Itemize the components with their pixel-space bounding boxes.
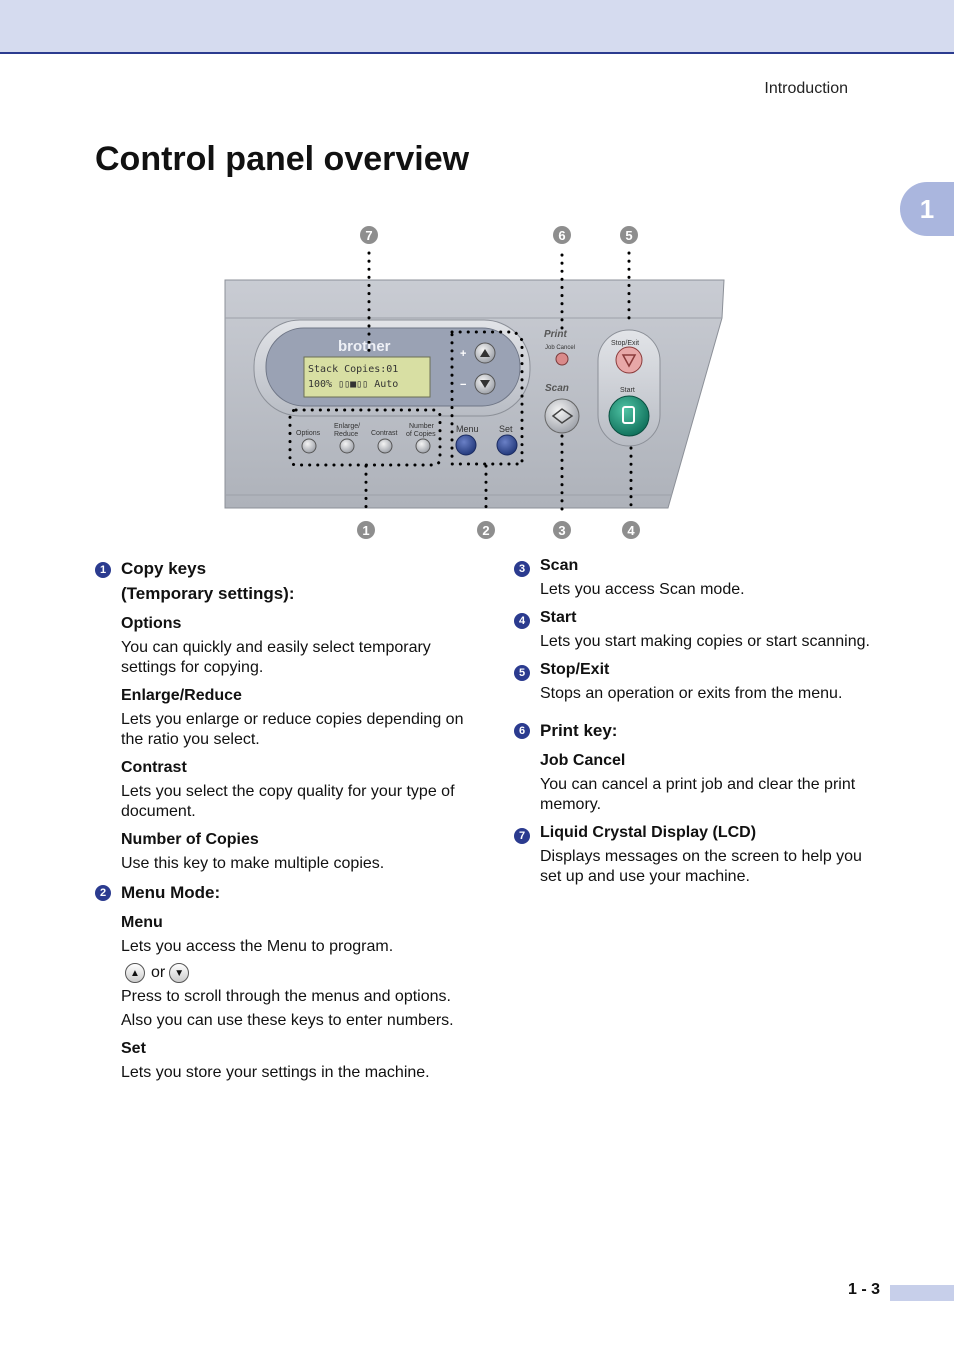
- svg-text:Print: Print: [544, 329, 567, 340]
- stop-section: [514, 660, 884, 704]
- contrast-button: [378, 439, 392, 453]
- or-text: or: [151, 964, 166, 981]
- svg-text:Number: Number: [409, 423, 434, 430]
- footer-bar: [890, 1285, 954, 1301]
- svg-text:Set: Set: [499, 424, 513, 434]
- job-cancel-heading: Job Cancel: [540, 752, 626, 769]
- svg-text:Contrast: Contrast: [371, 430, 398, 437]
- number-of-copies-button: [416, 439, 430, 453]
- numbers-text: Also you can use these keys to enter numbers.: [121, 1012, 454, 1029]
- svg-text:2: 2: [482, 523, 490, 538]
- brand-logo: brother: [338, 338, 391, 355]
- svg-text:Enlarge/: Enlarge/: [334, 423, 361, 430]
- svg-text:of Copies: of Copies: [406, 431, 436, 438]
- bullet-6: 6: [514, 723, 530, 739]
- bullet-5: 5: [514, 665, 530, 681]
- copy-keys-subtitle: (Temporary settings):: [121, 584, 295, 603]
- svg-text:+: +: [460, 348, 467, 360]
- options-text: You can quickly and easily select temporary settings for copying.: [121, 639, 431, 676]
- copy-keys-section: [95, 556, 465, 874]
- scroll-text: Press to scroll through the menus and options.: [121, 988, 451, 1005]
- svg-text:7: 7: [365, 228, 373, 243]
- scan-button: [545, 399, 579, 433]
- svg-text:6: 6: [558, 228, 566, 243]
- svg-text:Stop/Exit: Stop/Exit: [611, 340, 640, 347]
- start-text: Lets you start making copies or start scanning.: [540, 633, 870, 650]
- svg-text:100% ▯▯■▯▯ Auto: 100% ▯▯■▯▯ Auto: [308, 379, 399, 390]
- svg-text:Stack Copies:01: Stack Copies:01: [308, 364, 399, 375]
- menu-text: Lets you access the Menu to program.: [121, 938, 394, 955]
- section-label: Introduction: [764, 80, 848, 97]
- lcd-heading: Liquid Crystal Display (LCD): [540, 824, 757, 841]
- page-number: 1 - 3: [848, 1281, 881, 1298]
- copies-heading: Number of Copies: [121, 831, 259, 848]
- bullet-1: 1: [95, 562, 111, 578]
- menu-mode-title: Menu Mode:: [121, 883, 221, 902]
- contrast-text: Lets you select the copy quality for your type of document.: [121, 783, 455, 820]
- enlarge-reduce-button: [340, 439, 354, 453]
- stop-heading: Stop/Exit: [540, 661, 610, 678]
- down-arrow-icon: ▼: [169, 963, 189, 983]
- svg-text:4: 4: [627, 523, 635, 538]
- menu-mode-section: [95, 880, 465, 1083]
- control-panel-figure: [0, 0, 954, 560]
- scan-text: Lets you access Scan mode.: [540, 581, 745, 598]
- bullet-2: 2: [95, 885, 111, 901]
- page-title: Control panel overview: [95, 140, 470, 178]
- start-section: [514, 608, 884, 652]
- menu-heading: Menu: [121, 914, 163, 931]
- svg-text:5: 5: [625, 228, 633, 243]
- stop-text: Stops an operation or exits from the menu.: [540, 685, 843, 702]
- bullet-4: 4: [514, 613, 530, 629]
- arrow-keys-line: [121, 963, 465, 983]
- set-text: Lets you store your settings in the machine.: [121, 1064, 430, 1081]
- set-button: [497, 435, 517, 455]
- svg-text:Reduce: Reduce: [334, 431, 359, 438]
- options-button: [302, 439, 316, 453]
- scan-heading: Scan: [540, 557, 579, 574]
- svg-text:Options: Options: [296, 430, 321, 437]
- enlarge-text: Lets you enlarge or reduce copies depending on the ratio you select.: [121, 711, 464, 748]
- up-arrow-icon: ▲: [125, 963, 145, 983]
- bullet-3: 3: [514, 561, 530, 577]
- print-heading: Print key:: [540, 721, 618, 740]
- svg-text:3: 3: [558, 523, 566, 538]
- start-button: [609, 396, 649, 436]
- left-column: [95, 556, 465, 1083]
- bullet-7: 7: [514, 828, 530, 844]
- enlarge-heading: Enlarge/Reduce: [121, 687, 242, 704]
- chapter-tab: 1: [900, 182, 954, 236]
- svg-text:Job Cancel: Job Cancel: [545, 345, 576, 351]
- lcd-section: [514, 823, 884, 887]
- right-column: [514, 556, 884, 887]
- svg-text:Menu: Menu: [456, 424, 479, 434]
- lcd-screen: [304, 357, 430, 397]
- start-heading: Start: [540, 609, 577, 626]
- menu-button: [456, 435, 476, 455]
- lcd-text: Displays messages on the screen to help you set up and use your machine.: [540, 848, 862, 885]
- copies-text: Use this key to make multiple copies.: [121, 855, 385, 872]
- svg-text:1: 1: [362, 523, 370, 538]
- options-heading: Options: [121, 615, 182, 632]
- scan-section: [514, 556, 884, 600]
- job-cancel-button: [556, 353, 568, 365]
- svg-text:Start: Start: [620, 387, 635, 394]
- svg-text:−: −: [460, 379, 467, 391]
- svg-text:Scan: Scan: [545, 383, 569, 394]
- print-section: [514, 718, 884, 815]
- job-cancel-text: You can cancel a print job and clear the print memory.: [540, 776, 856, 813]
- contrast-heading: Contrast: [121, 759, 187, 776]
- copy-keys-title: Copy keys: [121, 559, 207, 578]
- stop-exit-button: [616, 347, 642, 373]
- set-heading: Set: [121, 1040, 146, 1057]
